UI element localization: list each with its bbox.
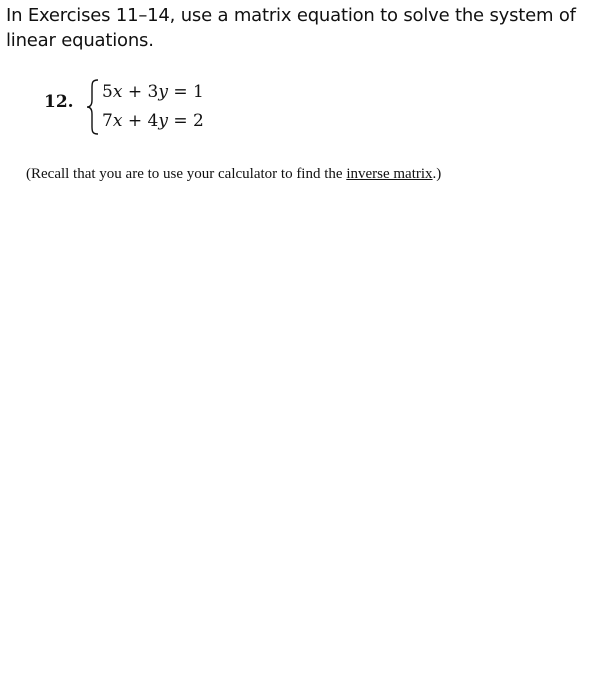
equation-1: 5x + 3y = 1 (102, 82, 204, 102)
instructions-text: In Exercises 11–14, use a matrix equation to solve the system of linear equations. (6, 5, 576, 51)
exercise-number: 12. (44, 92, 74, 112)
inverse-matrix-link[interactable]: inverse matrix (346, 166, 433, 182)
exercise-12 (44, 78, 344, 138)
left-brace (86, 78, 100, 136)
equation-2: 7x + 4y = 2 (102, 111, 204, 131)
note-suffix: .) (432, 166, 442, 182)
note-prefix: (Recall that you are to use your calculator to find the (26, 166, 347, 182)
calculator-note (26, 166, 441, 183)
system-of-equations (102, 78, 204, 136)
